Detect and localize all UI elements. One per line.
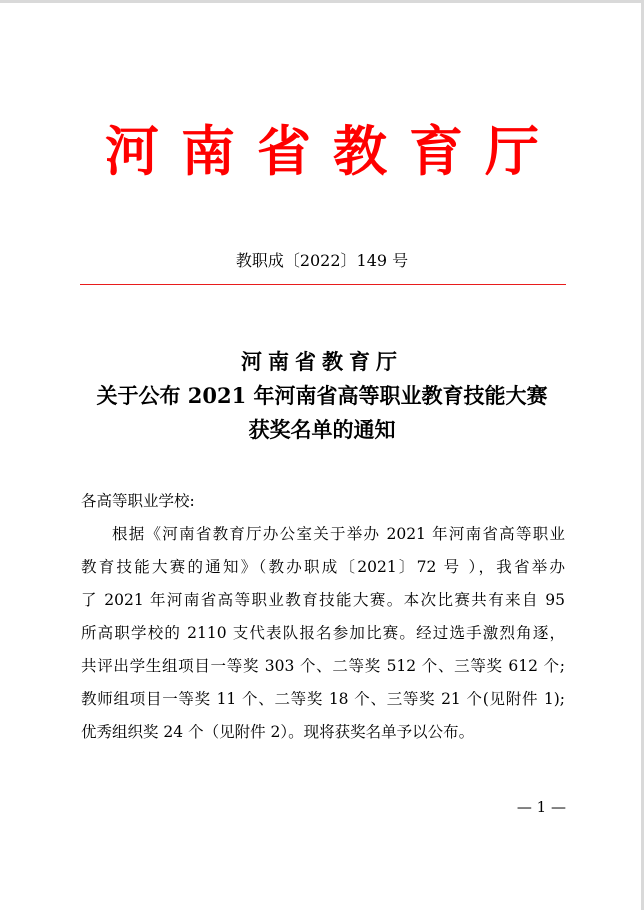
salutation: 各高等职业学校: [81,492,195,510]
notice-body [81,485,565,749]
body-line: 根据《河南省教育厅办公室关于举办 2021 年河南省高等职业 [112,525,565,543]
title-line-subject: 关于公布 2021 年河南省高等职业教育技能大赛 [96,383,548,408]
red-divider-line [80,284,566,285]
page-top-edge [0,0,644,3]
title-line-suffix: 获奖名单的通知 [248,417,396,442]
page-number: — 1 — [516,798,566,816]
notice-title [0,345,644,447]
body-line: 教育技能大赛的通知》（教办职成〔2021〕72 号 ），我省举办 [81,558,565,576]
body-line: 了 2021 年河南省高等职业教育技能大赛。本次比赛共有来自 95 [81,591,565,609]
body-line: 教师组项目一等奖 11 个、二等奖 18 个、三等奖 21 个(见附件 1); [81,690,565,708]
title-line-issuer: 河南省教育厅 [241,349,403,374]
body-line: 所高职学校的 2110 支代表队报名参加比赛。经过选手激烈角逐， [81,624,565,642]
document-number: 教职成〔2022〕149 号 [235,251,409,270]
masthead-title: 河南省教育厅 [105,119,561,183]
body-line: 共评出学生组项目一等奖 303 个、二等奖 512 个、三等奖 612 个; [81,657,565,675]
body-line: 优秀组织奖 24 个（见附件 2）。现将获奖名单予以公布。 [81,723,475,741]
